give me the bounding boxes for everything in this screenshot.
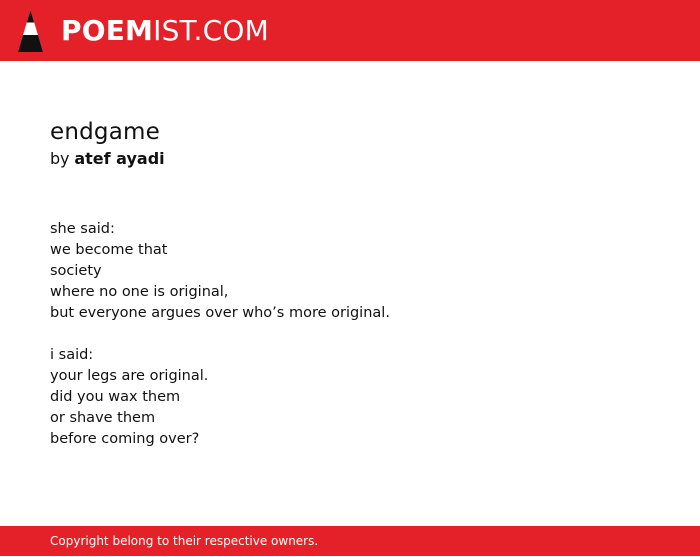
- poem-byline: [50, 148, 650, 170]
- poem-line: your legs are original.: [50, 368, 209, 384]
- poem-line: before coming over?: [50, 431, 200, 447]
- poem-stanza: [50, 345, 650, 450]
- site-header: [0, 0, 700, 61]
- poem-body: [50, 219, 650, 450]
- poem-line: we become that: [50, 242, 168, 258]
- poem-line: i said:: [50, 347, 94, 363]
- site-footer: [0, 526, 700, 556]
- pencil-tip-icon: [17, 9, 44, 53]
- author-link[interactable]: atef ayadi: [74, 149, 165, 168]
- site-logo-link[interactable]: [17, 9, 269, 53]
- by-label: by: [50, 149, 70, 168]
- brand-light-part: IST.COM: [153, 14, 269, 47]
- poem-line: where no one is original,: [50, 284, 229, 300]
- brand-bold-part: POEM: [61, 14, 154, 47]
- poem-line: society: [50, 263, 102, 279]
- poem-line: or shave them: [50, 410, 156, 426]
- poem-content: [50, 117, 650, 471]
- poem-title: endgame: [50, 119, 160, 145]
- site-brand-name: [61, 9, 269, 53]
- poem-line: but everyone argues over who’s more original.: [50, 305, 390, 321]
- copyright-notice: Copyright belong to their respective owners.: [50, 534, 319, 548]
- poem-stanza: [50, 219, 650, 324]
- poem-line: did you wax them: [50, 389, 181, 405]
- poem-line: she said:: [50, 221, 115, 237]
